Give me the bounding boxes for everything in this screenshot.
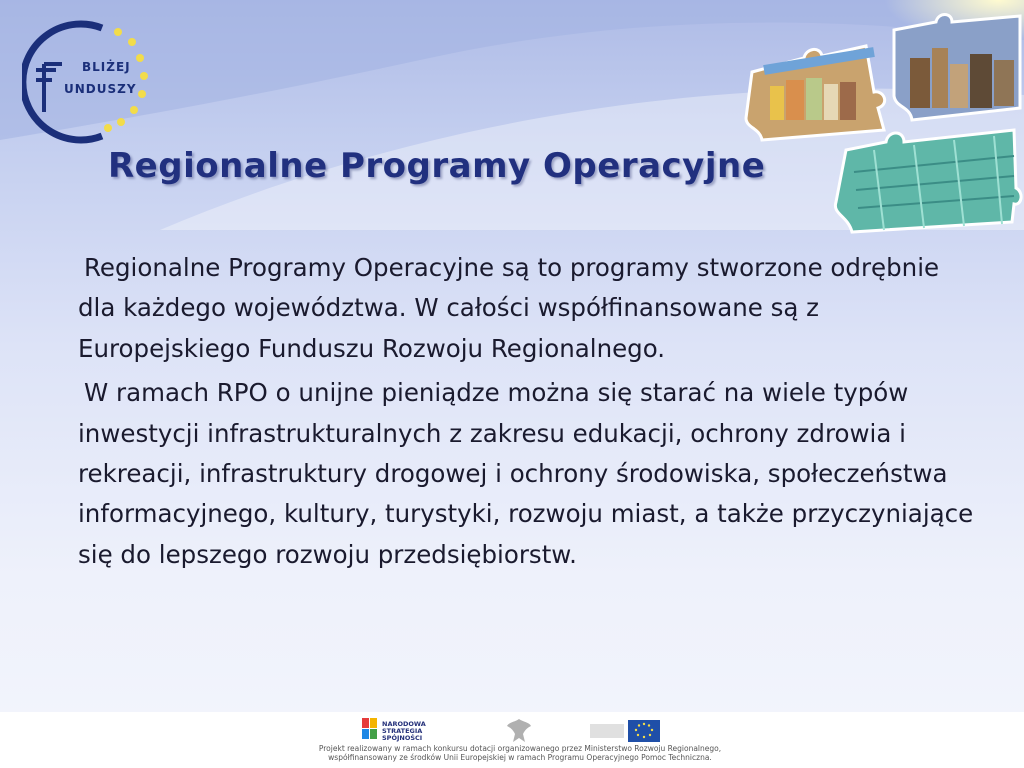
slide-body — [78, 248, 978, 579]
paragraph-1: Regionalne Programy Operacyjne są to programy stworzone odrębnie dla każdego województwa. W całości współfinansowane są z Europejskiego Funduszu Rozwoju Regionalnego. — [78, 253, 940, 363]
blizej-funduszy-logo — [22, 18, 162, 148]
logo-line-1: BLIŻEJ — [82, 60, 131, 74]
nss-label: NARODOWA STRATEGIA SPÓJNOŚCI — [382, 720, 426, 742]
logo-line-2: UNDUSZY — [64, 82, 137, 96]
eu-flag-logo — [590, 718, 662, 744]
slide-title: Regionalne Programy Operacyjne — [108, 146, 766, 186]
eu-flag-icon — [590, 718, 662, 744]
polish-eagle-icon — [505, 716, 533, 746]
nss-logo — [360, 716, 460, 746]
puzzle-pieces-image — [724, 0, 1024, 240]
paragraph-2: W ramach RPO o unijne pieniądze można się starać na wiele typów inwestycji infrastrukturalnych z zakresu edukacji, ochrony zdrowia i rekreacji, infrastruktury drogowej i ochrony środowiska, społeczeństwa informacyjnego, kultury, turystyki, rozwoju miast, a także przyczyniające się do lepszego rozwoju przedsiębiorstw. — [78, 378, 974, 569]
footer-note: Projekt realizowany w ramach konkursu dotacji organizowanego przez Ministerstwo Rozwoju Regionalnego, współfinansowany ze środków Unii Europejskiej w ramach Programu Operacyjnego Pomoc Techniczna. — [318, 744, 722, 762]
nss-emblem-icon — [360, 716, 380, 742]
footer-bar — [0, 712, 1024, 768]
